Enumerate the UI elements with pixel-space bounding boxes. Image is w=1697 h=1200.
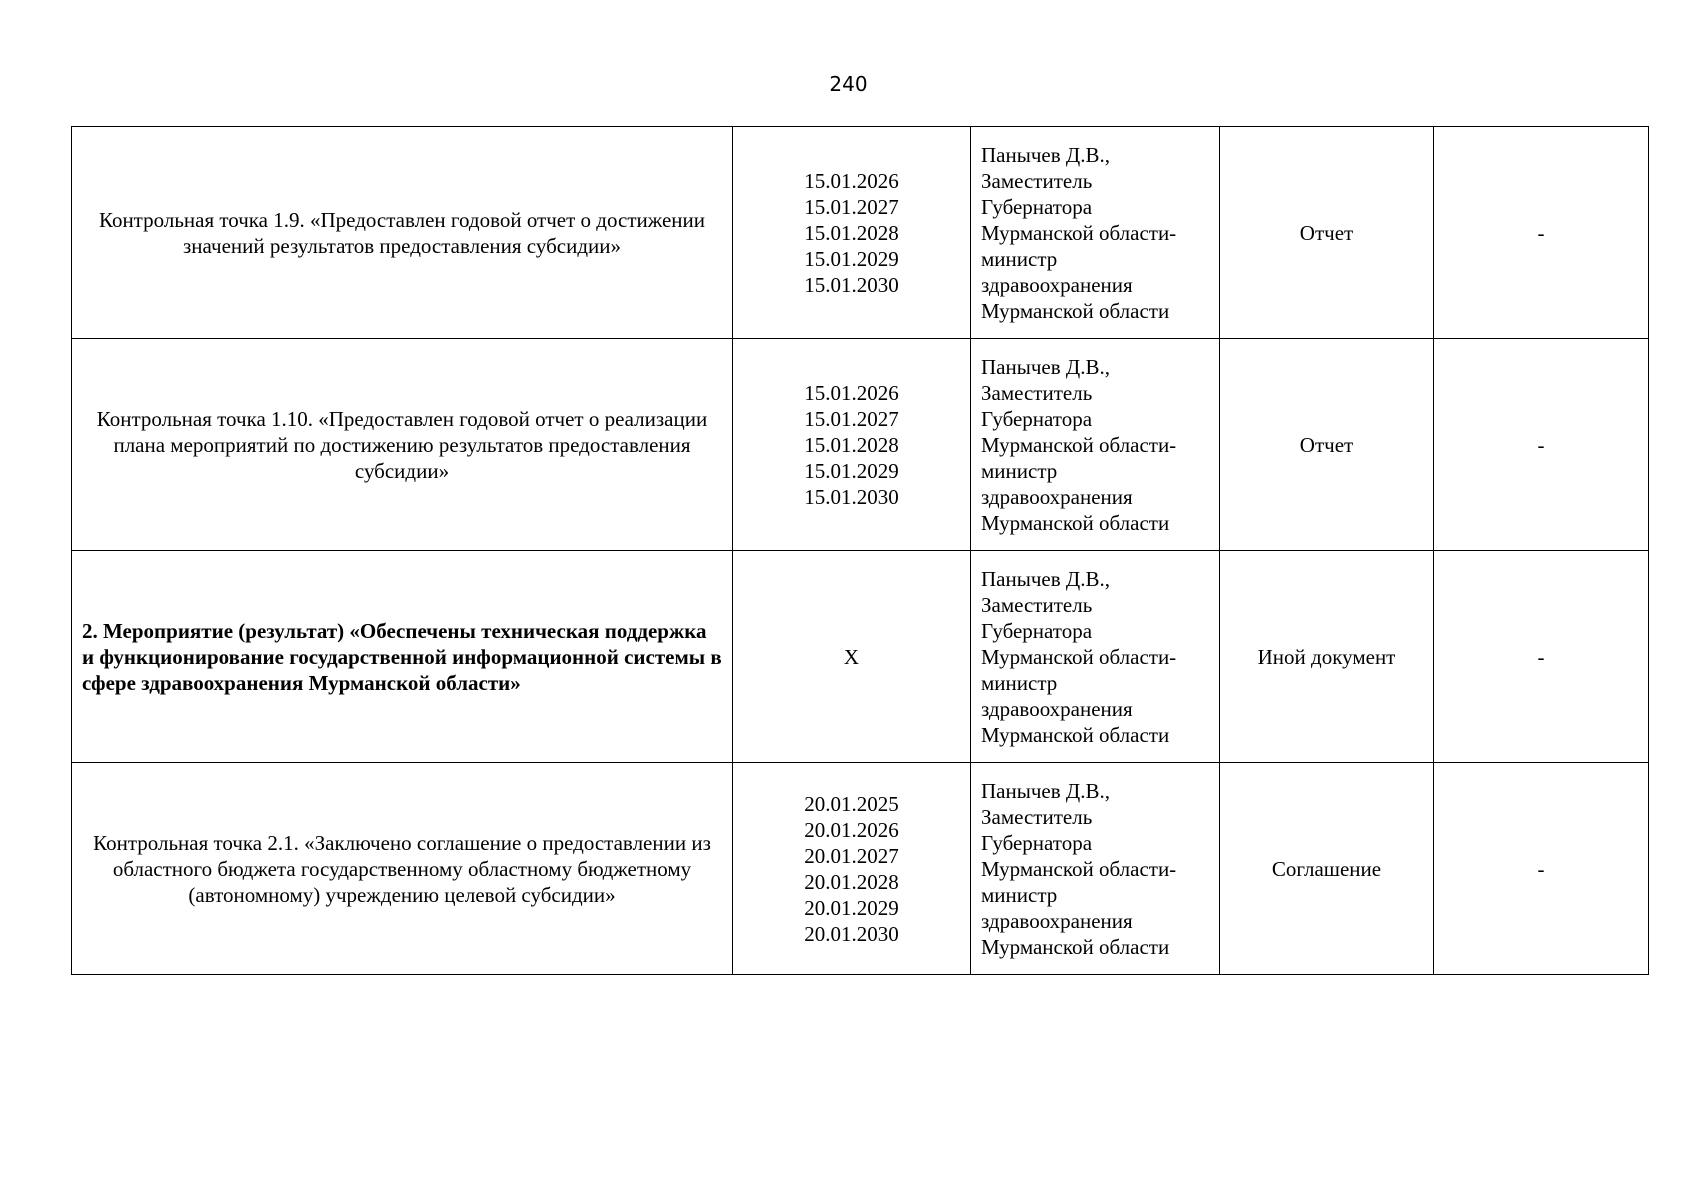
- deadline-date: 20.01.2030: [804, 921, 899, 946]
- deadline-date: 20.01.2029: [804, 895, 899, 920]
- responsible-line: Заместитель: [981, 804, 1093, 829]
- deadline-cell: [733, 551, 971, 763]
- deadline-date: 15.01.2028: [804, 220, 899, 245]
- responsible-line: Заместитель: [981, 380, 1093, 405]
- deadline-date: 15.01.2027: [804, 406, 899, 431]
- responsible-line: Мурманской области-: [981, 856, 1177, 881]
- responsible-line: здравоохранения: [981, 484, 1133, 509]
- event-name-cell: Контрольная точка 1.9. «Предоставлен годовой отчет о достижении значений результатов предоставления субсидии»: [72, 127, 733, 339]
- event-name-cell: 2. Мероприятие (результат) «Обеспечены техническая поддержка и функционирование государственной информационной системы в сфере здравоохранения Мурманской области»: [72, 551, 733, 763]
- responsible-line: Панычев Д.В.,: [981, 354, 1110, 379]
- responsible-cell: [971, 127, 1220, 339]
- deadline-date: 15.01.2026: [804, 168, 899, 193]
- deadline-date: 15.01.2030: [804, 272, 899, 297]
- responsible-line: Заместитель: [981, 592, 1093, 617]
- event-name-cell: Контрольная точка 2.1. «Заключено соглашение о предоставлении из областного бюджета государственному областному бюджетному (автономному) учреждению целевой субсидии»: [72, 763, 733, 975]
- deadline-cell: [733, 127, 971, 339]
- responsible-line: Мурманской области-: [981, 644, 1177, 669]
- plan-table: [71, 126, 1649, 975]
- note-cell: -: [1434, 339, 1649, 551]
- responsible-line: Мурманской области: [981, 722, 1170, 747]
- deadline-date: 15.01.2030: [804, 484, 899, 509]
- deadline-date: 15.01.2026: [804, 380, 899, 405]
- responsible-line: министр: [981, 246, 1058, 271]
- responsible-line: Мурманской области: [981, 510, 1170, 535]
- responsible-line: Панычев Д.В.,: [981, 142, 1110, 167]
- responsible-line: Губернатора: [981, 618, 1093, 643]
- responsible-line: Заместитель: [981, 168, 1093, 193]
- document-type-cell: Отчет: [1220, 127, 1434, 339]
- responsible-line: министр: [981, 670, 1058, 695]
- deadline-date: 15.01.2029: [804, 458, 899, 483]
- table-row: [72, 339, 1649, 551]
- responsible-cell: [971, 551, 1220, 763]
- deadline-date: 20.01.2028: [804, 869, 899, 894]
- deadline-cell: [733, 339, 971, 551]
- deadline-date: 15.01.2029: [804, 246, 899, 271]
- document-type-cell: Отчет: [1220, 339, 1434, 551]
- responsible-line: Губернатора: [981, 194, 1093, 219]
- document-type-cell: Иной документ: [1220, 551, 1434, 763]
- event-name-cell: Контрольная точка 1.10. «Предоставлен годовой отчет о реализации плана мероприятий по достижению результатов предоставления субсидии»: [72, 339, 733, 551]
- responsible-line: Панычев Д.В.,: [981, 566, 1110, 591]
- deadline-date: 15.01.2027: [804, 194, 899, 219]
- note-cell: -: [1434, 551, 1649, 763]
- responsible-line: Мурманской области: [981, 934, 1170, 959]
- responsible-line: здравоохранения: [981, 272, 1133, 297]
- table-row: [72, 763, 1649, 975]
- responsible-line: Мурманской области-: [981, 220, 1177, 245]
- deadline-date: 20.01.2025: [804, 791, 899, 816]
- document-type-cell: Соглашение: [1220, 763, 1434, 975]
- responsible-line: Мурманской области-: [981, 432, 1177, 457]
- responsible-line: Мурманской области: [981, 298, 1170, 323]
- page-number: 240: [829, 72, 868, 96]
- deadline-date: 15.01.2028: [804, 432, 899, 457]
- responsible-line: министр: [981, 882, 1058, 907]
- table-row: [72, 551, 1649, 763]
- responsible-line: здравоохранения: [981, 908, 1133, 933]
- deadline-date: X: [843, 644, 860, 669]
- note-cell: -: [1434, 127, 1649, 339]
- responsible-cell: [971, 339, 1220, 551]
- plan-table-body: [72, 127, 1649, 975]
- responsible-line: здравоохранения: [981, 696, 1133, 721]
- note-cell: -: [1434, 763, 1649, 975]
- responsible-cell: [971, 763, 1220, 975]
- responsible-line: Губернатора: [981, 830, 1093, 855]
- deadline-date: 20.01.2027: [804, 843, 899, 868]
- responsible-line: Губернатора: [981, 406, 1093, 431]
- deadline-cell: [733, 763, 971, 975]
- responsible-line: Панычев Д.В.,: [981, 778, 1110, 803]
- table-row: [72, 127, 1649, 339]
- responsible-line: министр: [981, 458, 1058, 483]
- deadline-date: 20.01.2026: [804, 817, 899, 842]
